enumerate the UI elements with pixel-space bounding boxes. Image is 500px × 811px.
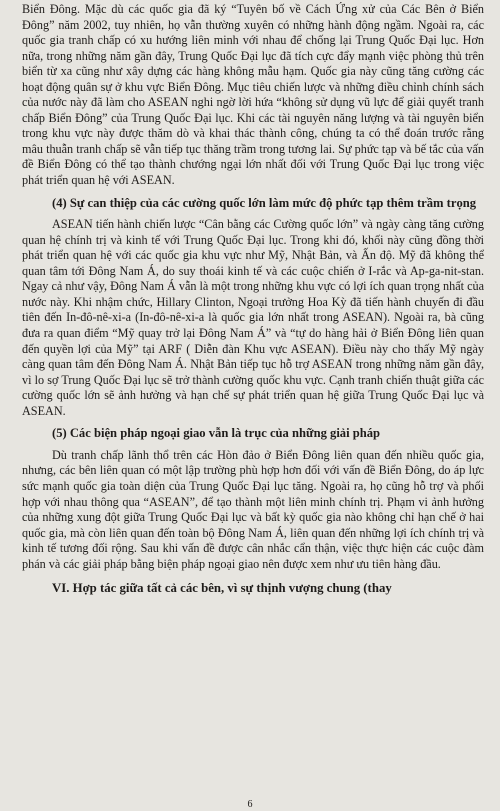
page-number: 6 <box>247 799 253 810</box>
paragraph-south-china-sea-disputes: Biển Đông. Mặc dù các quốc gia đã ký “Tuyên bố về Cách Ứng xử của Các Bên ở Biển Đông” năm 2002, tuy nhiên, họ vẫn thường xuyên có những hành động ngầm. Ngoài ra, các quốc gia tranh chấp có xu hướng liên minh với nhau để chống lại Trung Quốc Đại lục. Hơn nữa, trong những năm gần đây, Trung Quốc Đại lục đã tích cực đẩy mạnh việc phòng thủ trên biển từ xa cũng như xây dựng các hàng không mẫu hạm. Quốc gia này cũng tăng cường các hoạt động quân sự ở khu vực Biển Đông. Mục tiêu chiến lược và những điều chỉnh chính sách của nước này đã làm cho ASEAN nghi ngờ lời hứa “không sử dụng vũ lực để giải quyết tranh chấp Biển Đông” của Trung Quốc Đại lục. Khi các tài nguyên năng lượng và tài nguyên biển trong khu vực này được thăm dò và khai thác thành công, chúng ta có thể đoán trước rằng mâu thuẫn tranh chấp sẽ vẫn tiếp tục thăng trầm trong tương lai. Sự phức tạp và bế tắc của vấn đề Biển Đông có thể tạo thành chướng ngại lớn nhất đối với Trung Quốc Đại lục trong việc phát triển quan hệ với ASEAN. <box>22 2 484 188</box>
paragraph-great-powers-balance: ASEAN tiến hành chiến lược “Cân bằng các Cường quốc lớn” và ngày càng tăng cường quan hệ chính trị và kinh tế với Trung Quốc Đại lục. Trong khi đó, khối này cũng đồng thời phát triển quan hệ với các quốc gia khu vực như Mỹ, Nhật Bản, và Ấn độ. Mỹ đã không thể quan tâm tới Đông Nam Á, do suy thoái kinh tế và các cuộc chiến ở I-rắc và Ap-ga-nit-stan. Ngay cả như vậy, Đông Nam Á vẫn là một trong những khu vực có lợi ích quan trọng nhất của nước này. Khi nhậm chức, Hillary Clinton, Ngoại trưởng Hoa Kỳ đã tiến hành chuyến đi đầu tiên đến In-đô-nê-xi-a (In-đô-nê-xi-a là quốc gia lớn nhất trong ASEAN). Ngoài ra, bà cũng đưa ra quan điểm “Mỹ quay trở lại Đông Nam Á” và “tự do hàng hải ở Biển Đông liên quan đến quyền lợi của Mỹ” tại ARF ( Diễn đàn Khu vực ASEAN). Điều này cho thấy Mỹ ngày càng quan tâm đến Đông Nam Á. Nhật Bản tiếp tục hỗ trợ ASEAN trong những năm gần đây, vì lo sợ Trung Quốc Đại lục sẽ trở thành cường quốc khu vực. Cạnh tranh chiến thuật giữa các cường quốc lớn sẽ ảnh hưởng và hạn chế sự phát triển quan hệ giữa Trung Quốc Đại lục và ASEAN. <box>22 217 484 418</box>
section-heading-vi: VI. Hợp tác giữa tất cả các bên, vì sự thịnh vượng chung (thay <box>52 581 392 596</box>
heading-great-powers-intervention: (4) Sự can thiệp của các cường quốc lớn làm mức độ phức tạp thêm trầm trọng <box>52 195 477 210</box>
paragraph-diplomatic-solutions: Dù tranh chấp lãnh thổ trên các Hòn đảo ở Biển Đông liên quan đến nhiều quốc gia, nhưng, các bên liên quan có một lập trường phù hợp hơn đối với vấn đề Biển Đông, do áp lực sức mạnh quốc gia toàn diện của Trung Quốc Đại lục tăng. Ngoài ra, họ cũng hỗ trợ và phối hợp với nhau thông qua “ASEAN”, để tạo thành một liên minh chính trị. Phạm vi ảnh hưởng của những xung đột giữa Trung Quốc Đại lục và bất kỳ quốc gia nào không chỉ hạn chế ở hai quốc gia, mà còn liên quan đến toàn bộ Đông Nam Á, liên quan đến những lợi ích chính trị và kinh tế tương đối rộng. Sau khi vấn đề được cân nhắc cẩn thận, việc thực hiện các cuộc đàm phán và các giải pháp bằng biện pháp ngoại giao nên được xem như ưu tiên hàng đầu. <box>22 447 484 571</box>
heading-diplomatic-measures: (5) Các biện pháp ngoại giao vẫn là trục của những giải pháp <box>52 426 381 441</box>
